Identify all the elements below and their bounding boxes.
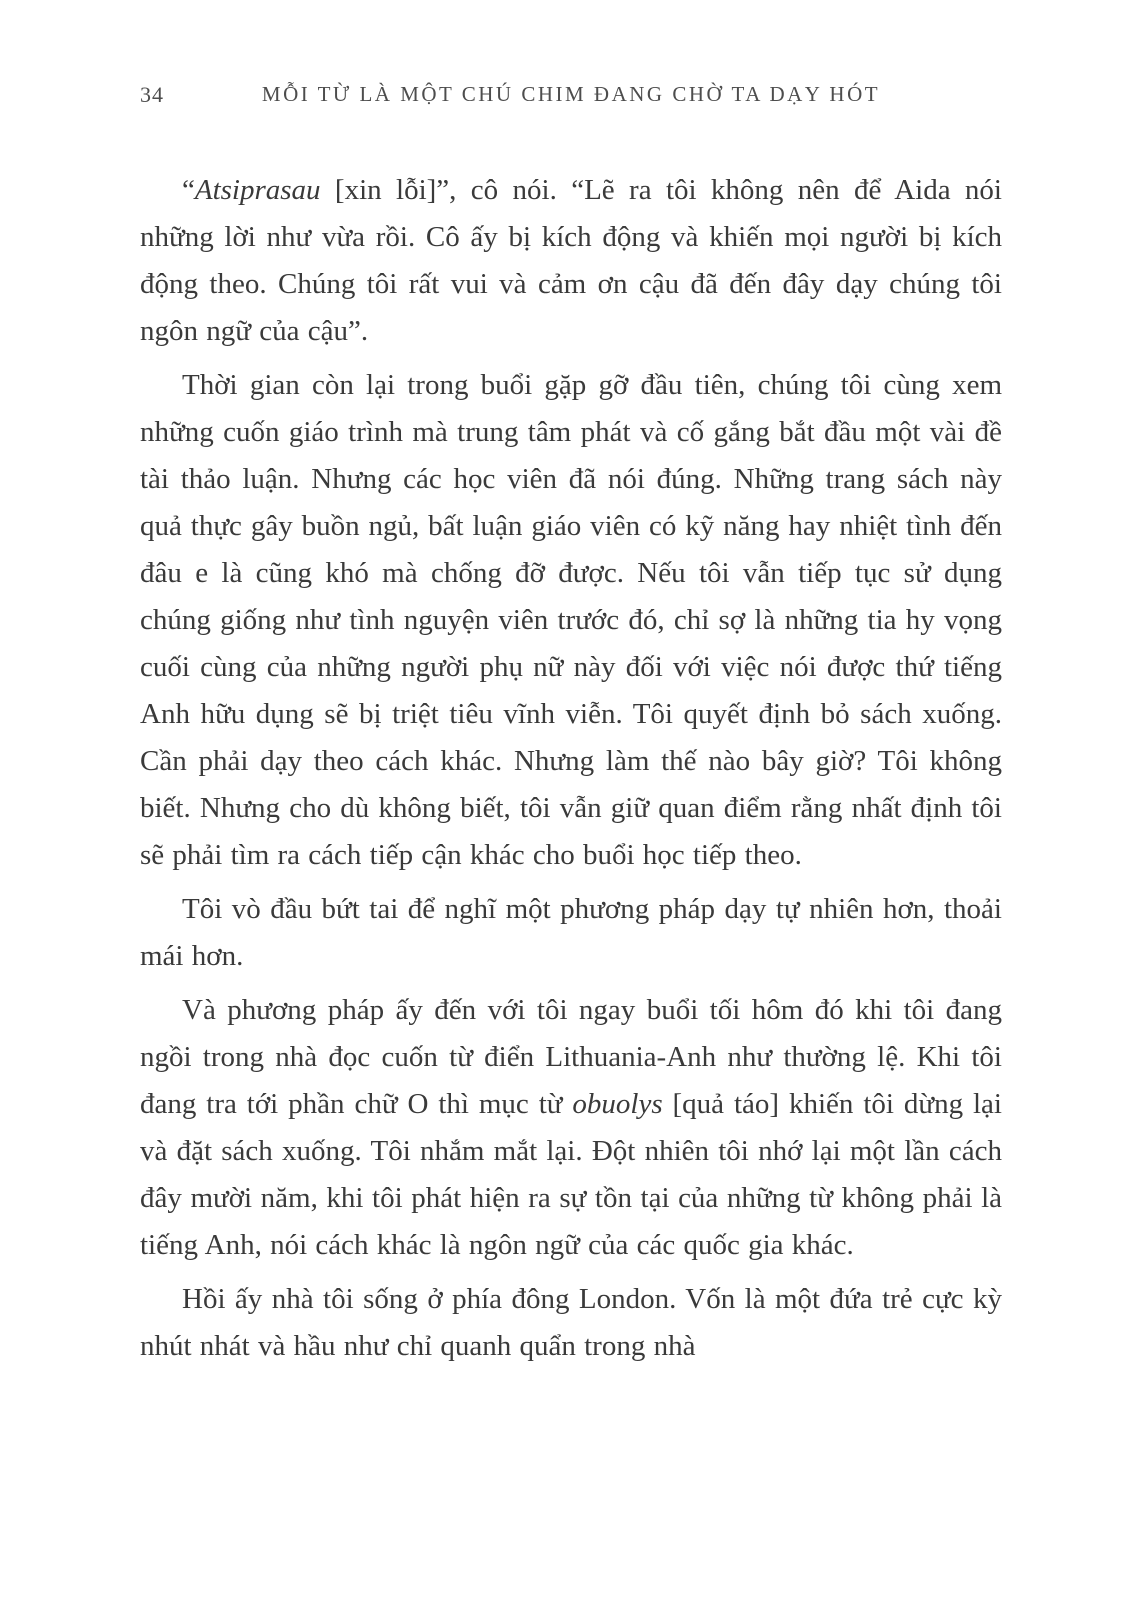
text-segment: Và phương pháp ấy đến với tôi ngay buổi tối hôm đó khi tôi đang ngồi trong nhà đọc cuốn từ điển Lithuania-Anh như thường lệ. Khi tôi đang tra tới phần chữ O thì mục từ bbox=[140, 994, 1002, 1120]
text-segment: Tôi vò đầu bứt tai để nghĩ một phương pháp dạy tự nhiên hơn, thoải mái hơn. bbox=[140, 893, 1002, 972]
page-header bbox=[140, 82, 1002, 107]
text-segment: “ bbox=[182, 174, 195, 206]
paragraph-5 bbox=[140, 1276, 1002, 1370]
text-segment: [xin lỗi]”, cô nói. “Lẽ ra tôi không nên để Aida nói những lời như vừa rồi. Cô ấy bị kích động và khiến mọi người bị kích động theo. Chúng tôi rất vui và cảm ơn cậu đã đến đây dạy chúng tôi ngôn ngữ của cậu”. bbox=[140, 174, 1002, 347]
text-segment-italic: obuolys bbox=[572, 1088, 663, 1120]
text-segment-italic: Atsiprasau bbox=[194, 174, 321, 206]
text-segment: Thời gian còn lại trong buổi gặp gỡ đầu tiên, chúng tôi cùng xem những cuốn giáo trình mà trung tâm phát và cố gắng bắt đầu một vài đề tài thảo luận. Nhưng các học viên đã nói đúng. Những trang sách này quả thực gây buồn ngủ, bất luận giáo viên có kỹ năng hay nhiệt tình đến đâu e là cũng khó mà chống đỡ được. Nếu tôi vẫn tiếp tục sử dụng chúng giống như tình nguyện viên trước đó, chỉ sợ là những tia hy vọng cuối cùng của những người phụ nữ này đối với việc nói được thứ tiếng Anh hữu dụng sẽ bị triệt tiêu vĩnh viễn. Tôi quyết định bỏ sách xuống. Cần phải dạy theo cách khác. Nhưng làm thế nào bây giờ? Tôi không biết. Nhưng cho dù không biết, tôi vẫn giữ quan điểm rằng nhất định tôi sẽ phải tìm ra cách tiếp cận khác cho buổi học tiếp theo. bbox=[140, 369, 1002, 871]
page-body bbox=[140, 167, 1002, 1370]
page-number: 34 bbox=[140, 82, 164, 107]
paragraph-4 bbox=[140, 987, 1002, 1269]
paragraph-3 bbox=[140, 886, 1002, 980]
paragraph-1 bbox=[140, 167, 1002, 355]
text-segment: Hồi ấy nhà tôi sống ở phía đông London. Vốn là một đứa trẻ cực kỳ nhút nhát và hầu như chỉ quanh quẩn trong nhà bbox=[140, 1283, 1002, 1362]
paragraph-2 bbox=[140, 362, 1002, 879]
text-segment: [quả táo] khiến tôi dừng lại và đặt sách xuống. Tôi nhắm mắt lại. Đột nhiên tôi nhớ lại một lần cách đây mười năm, khi tôi phát hiện ra sự tồn tại của những từ không phải là tiếng Anh, nói cách khác là ngôn ngữ của các quốc gia khác. bbox=[140, 1088, 1002, 1261]
running-title: MỖI TỪ LÀ MỘT CHÚ CHIM ĐANG CHỜ TA DẠY HÓT bbox=[261, 82, 881, 106]
